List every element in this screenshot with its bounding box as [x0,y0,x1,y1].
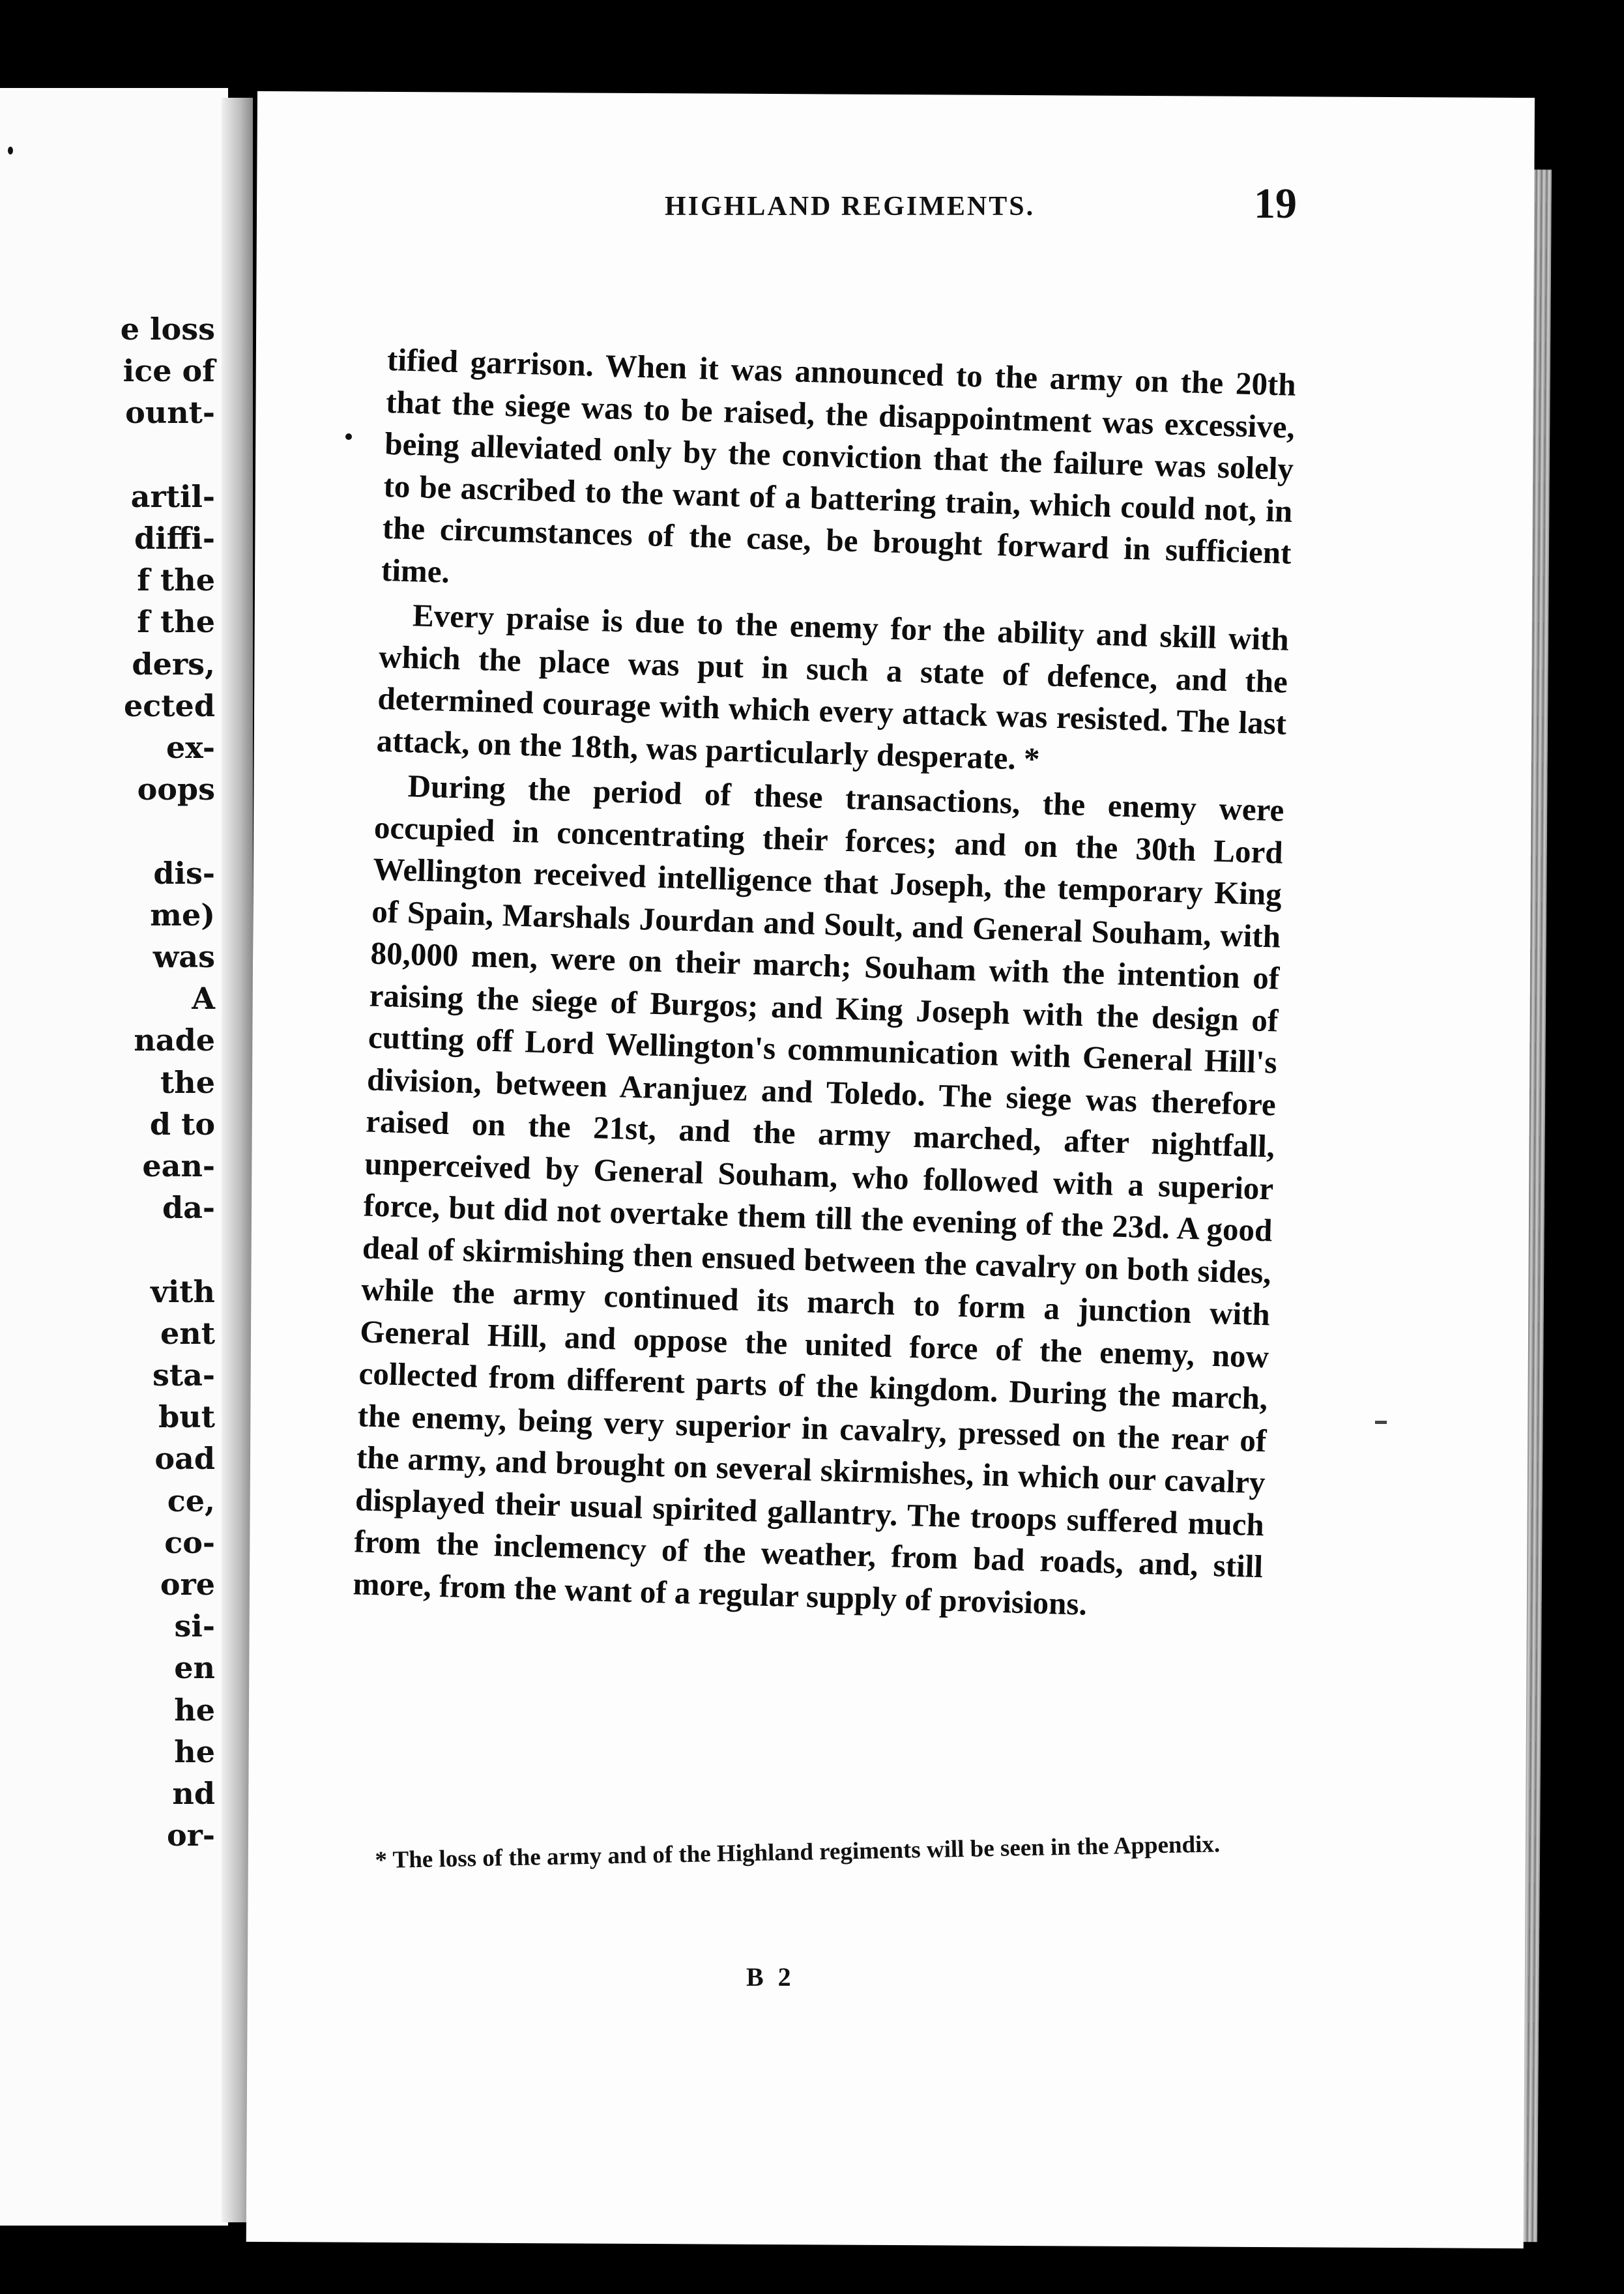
facing-page: e loss ice of ount- artil- diffi- f the f the ders, ected ex- oops dis- me) was A nade the d to ean- da- vith ent sta- but oad ce, co- ore si- en he he nd or- [0,88,228,2226]
paragraph-1: tified garrison. When it was announced to the army on the 20th that the siege was to be raised, the disappointment was excessive, being alleviated only by the conviction that the failure was solely to be ascribed to the want of a battering train, which could not, in the circumstances of the case, be brought forward in sufficient time. [381,341,1297,590]
running-head: HIGHLAND REGIMENTS. [665,192,1036,222]
page-number: 19 [1254,180,1297,227]
ink-speck [345,433,352,440]
ink-speck [8,147,13,154]
signature-mark: B 2 [746,1962,795,1992]
margin-mark [1375,1421,1387,1424]
footnote: * The loss of the army and of the Highland regiments will be seen in the Appendix. [375,1831,1221,1874]
paragraph-2: Every praise is due to the enemy for the ability and skill with which the place was put in such a state of defence, and the determined courage with which every attack was resisted. The last attack, on the 18th, was particularly desperate. * [376,597,1290,777]
body-text [353,339,1297,1630]
paragraph-3: During the period of these transactions, the enemy were occupied in concentrating their forces; and on the 30th Lord Wellington received intelligence that Joseph, the temporary King of Spain, Marshals Jourdan and Soult, and General Souham, with 80,000 men, were on their march; Souham with the intention of raising the siege of Burgos; and King Joseph with the design of cutting off Lord Wellington's communication with General Hill's division, between Aranjuez and Toledo. The siege was therefore raised on the 21st, and the army marched, after nightfall, unperceived by General Souham, who followed with a superior force, but did not overtake them till the evening of the 23d. A good deal of skirmishing then ensued between the cavalry on both sides, while the army continued its march to form a junction with General Hill, and oppose the united force of the enemy, now collected from different parts of the kingdom. During the march, the enemy, being very superior in cavalry, pressed on the rear of the army, and brought on several skirmishes, in which our cavalry displayed their usual spirited gallantry. The troops suffered much from the inclemency of the weather, from bad roads, and, still more, from the want of a regular supply of provisions. [352,768,1285,1622]
page-header [404,179,1303,231]
